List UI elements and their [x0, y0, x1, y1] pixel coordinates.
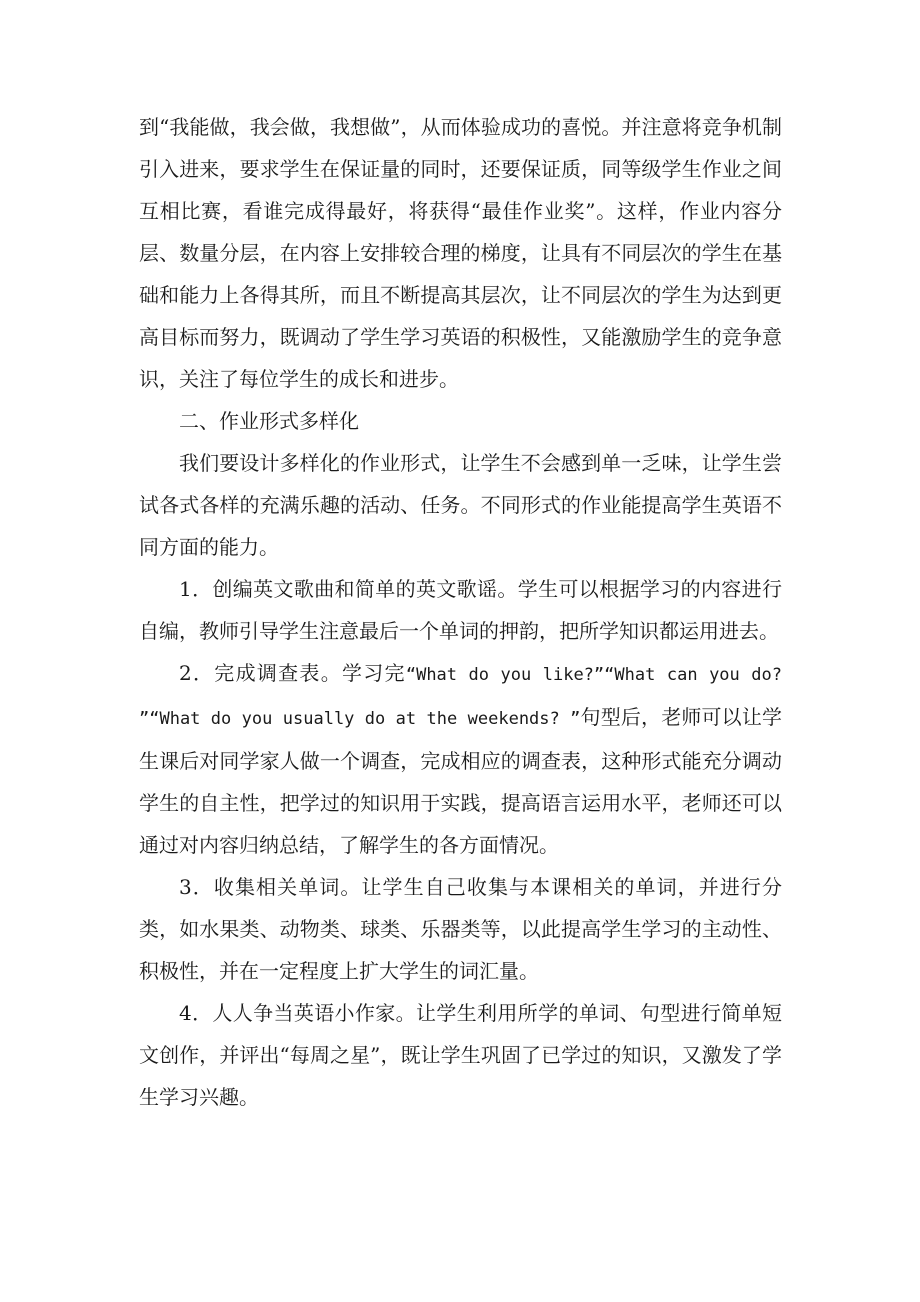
list-item-2-rest: 句型后，老师可以让学生课后对同学家人做一个调查，完成相应的调查表，这种形式能充分调动学生的自主性，把学过的知识用于实践，提高语言运用水平，老师还可以通过对内容归纳总结，了解学生的各方面情况。 — [139, 705, 782, 857]
list-item-3: 3．收集相关单词。让学生自己收集与本课相关的单词，并进行分类，如水果类、动物类、球类、乐器类等，以此提高学生学习的主动性、积极性，并在一定程度上扩大学生的词汇量。 — [139, 875, 782, 983]
document-body — [139, 106, 782, 1118]
list-item-2-lead: 2．完成调查表。学习完 — [179, 661, 406, 685]
section-heading-assignment-forms: 二、作业形式多样化 — [179, 409, 359, 433]
paragraph-intro: 我们要设计多样化的作业形式，让学生不会感到单一乏味，让学生尝试各式各样的充满乐趣的活动、任务。不同形式的作业能提高学生英语不同方面的能力。 — [139, 451, 782, 559]
list-item-1: 1．创编英文歌曲和简单的英文歌谣。学生可以根据学习的内容进行自编，教师引导学生注意最后一个单词的押韵，把所学知识都运用进去。 — [139, 577, 782, 643]
paragraph-continuation: 到“我能做，我会做，我想做”，从而体验成功的喜悦。并注意将竞争机制引入进来，要求学生在保证量的同时，还要保证质，同等级学生作业之间互相比赛，看谁完成得最好，将获得“最佳作业奖”。这样，作业内容分层、数量分层，在内容上安排较合理的梯度，让具有不同层次的学生在基础和能力上各得其所，而且不断提高其层次，让不同层次的学生为达到更高目标而努力，既调动了学生学习英语的积极性，又能激励学生的竞争意识，关注了每位学生的成长和进步。 — [139, 115, 782, 391]
list-item-4: 4．人人争当英语小作家。让学生利用所学的单词、句型进行简单短文创作，并评出“每周之星”，既让学生巩固了已学过的知识，又激发了学生学习兴趣。 — [139, 1001, 782, 1109]
list-item-2 — [139, 652, 782, 866]
list-item-2-english-phrases: “What do you like?”“What can you do? ”“What do you usually do at the weekends? ” — [139, 665, 782, 729]
